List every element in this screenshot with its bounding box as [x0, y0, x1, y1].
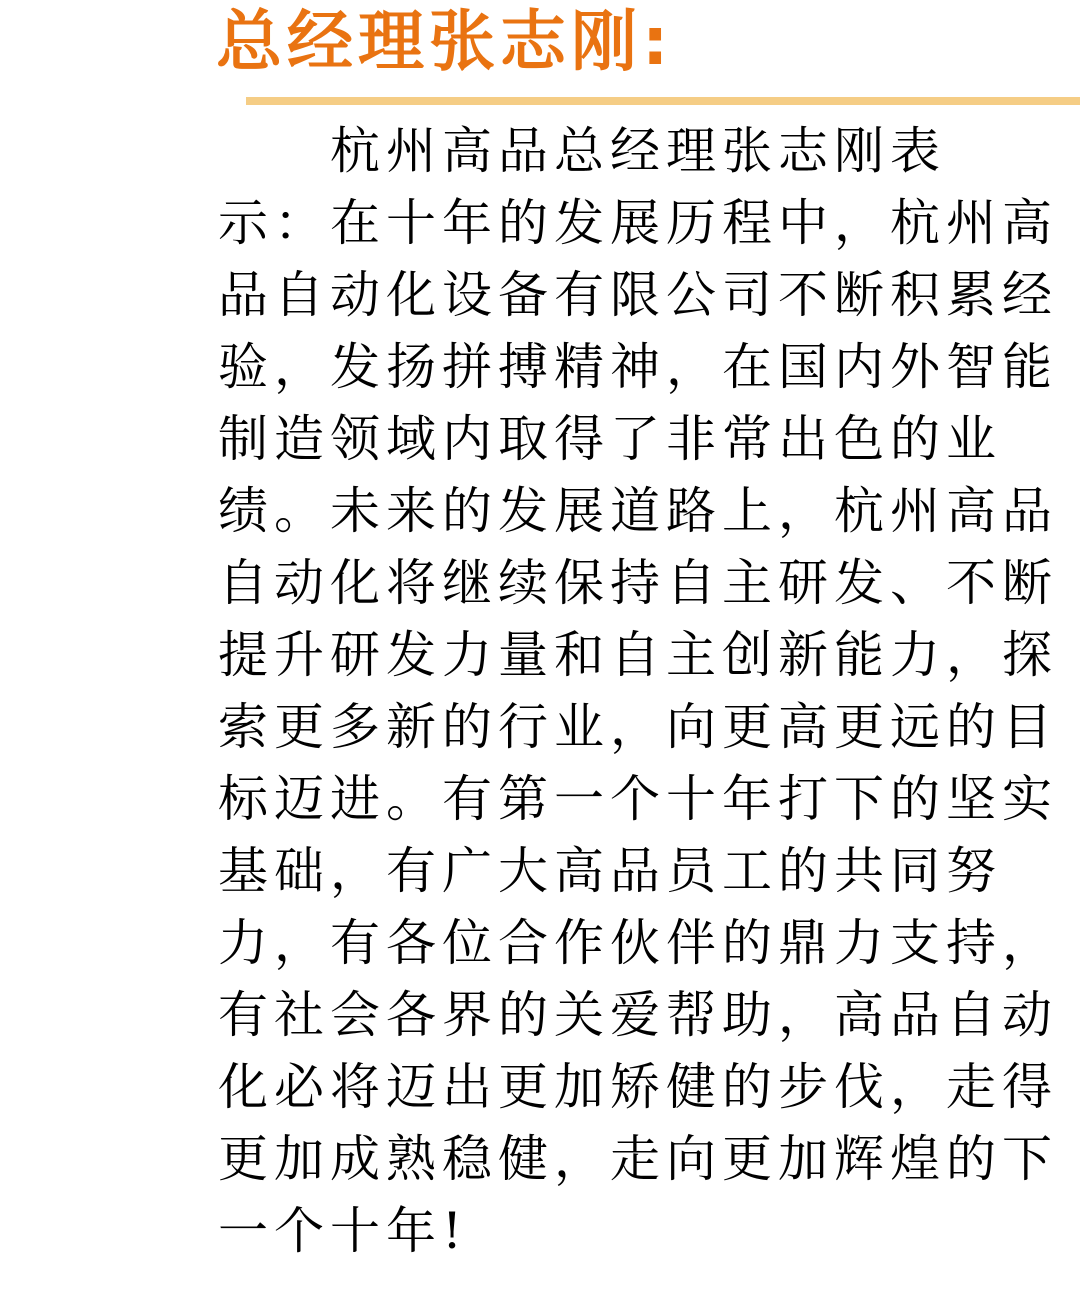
body-line: 有社会各界的关爱帮助，高品自动 — [218, 986, 1058, 1044]
body-line: 示：在十年的发展历程中，杭州高 — [218, 194, 1058, 252]
body-line: 杭州高品总经理张志刚表 — [330, 122, 946, 180]
title-underline — [246, 97, 1080, 105]
body-line: 验，发扬拼搏精神，在国内外智能 — [218, 338, 1058, 396]
body-line: 绩。未来的发展道路上，杭州高品 — [218, 482, 1058, 540]
body-line: 更加成熟稳健，走向更加辉煌的下 — [218, 1130, 1058, 1188]
body-line: 索更多新的行业，向更高更远的目 — [218, 698, 1058, 756]
body-line: 自动化将继续保持自主研发、不断 — [218, 554, 1058, 612]
body-line: 化必将迈出更加矫健的步伐，走得 — [218, 1058, 1058, 1116]
page-title: 总经理张志刚: — [216, 3, 674, 80]
body-line: 一个十年! — [218, 1202, 469, 1260]
body-line: 基础，有广大高品员工的共同努 — [218, 842, 1002, 900]
body-paragraph — [218, 115, 1078, 1267]
body-line: 品自动化设备有限公司不断积累经 — [218, 266, 1058, 324]
body-line: 提升研发力量和自主创新能力，探 — [218, 626, 1058, 684]
body-line: 制造领域内取得了非常出色的业 — [218, 410, 1002, 468]
body-line: 力，有各位合作伙伴的鼎力支持， — [218, 914, 1058, 972]
body-line: 标迈进。有第一个十年打下的坚实 — [218, 770, 1058, 828]
